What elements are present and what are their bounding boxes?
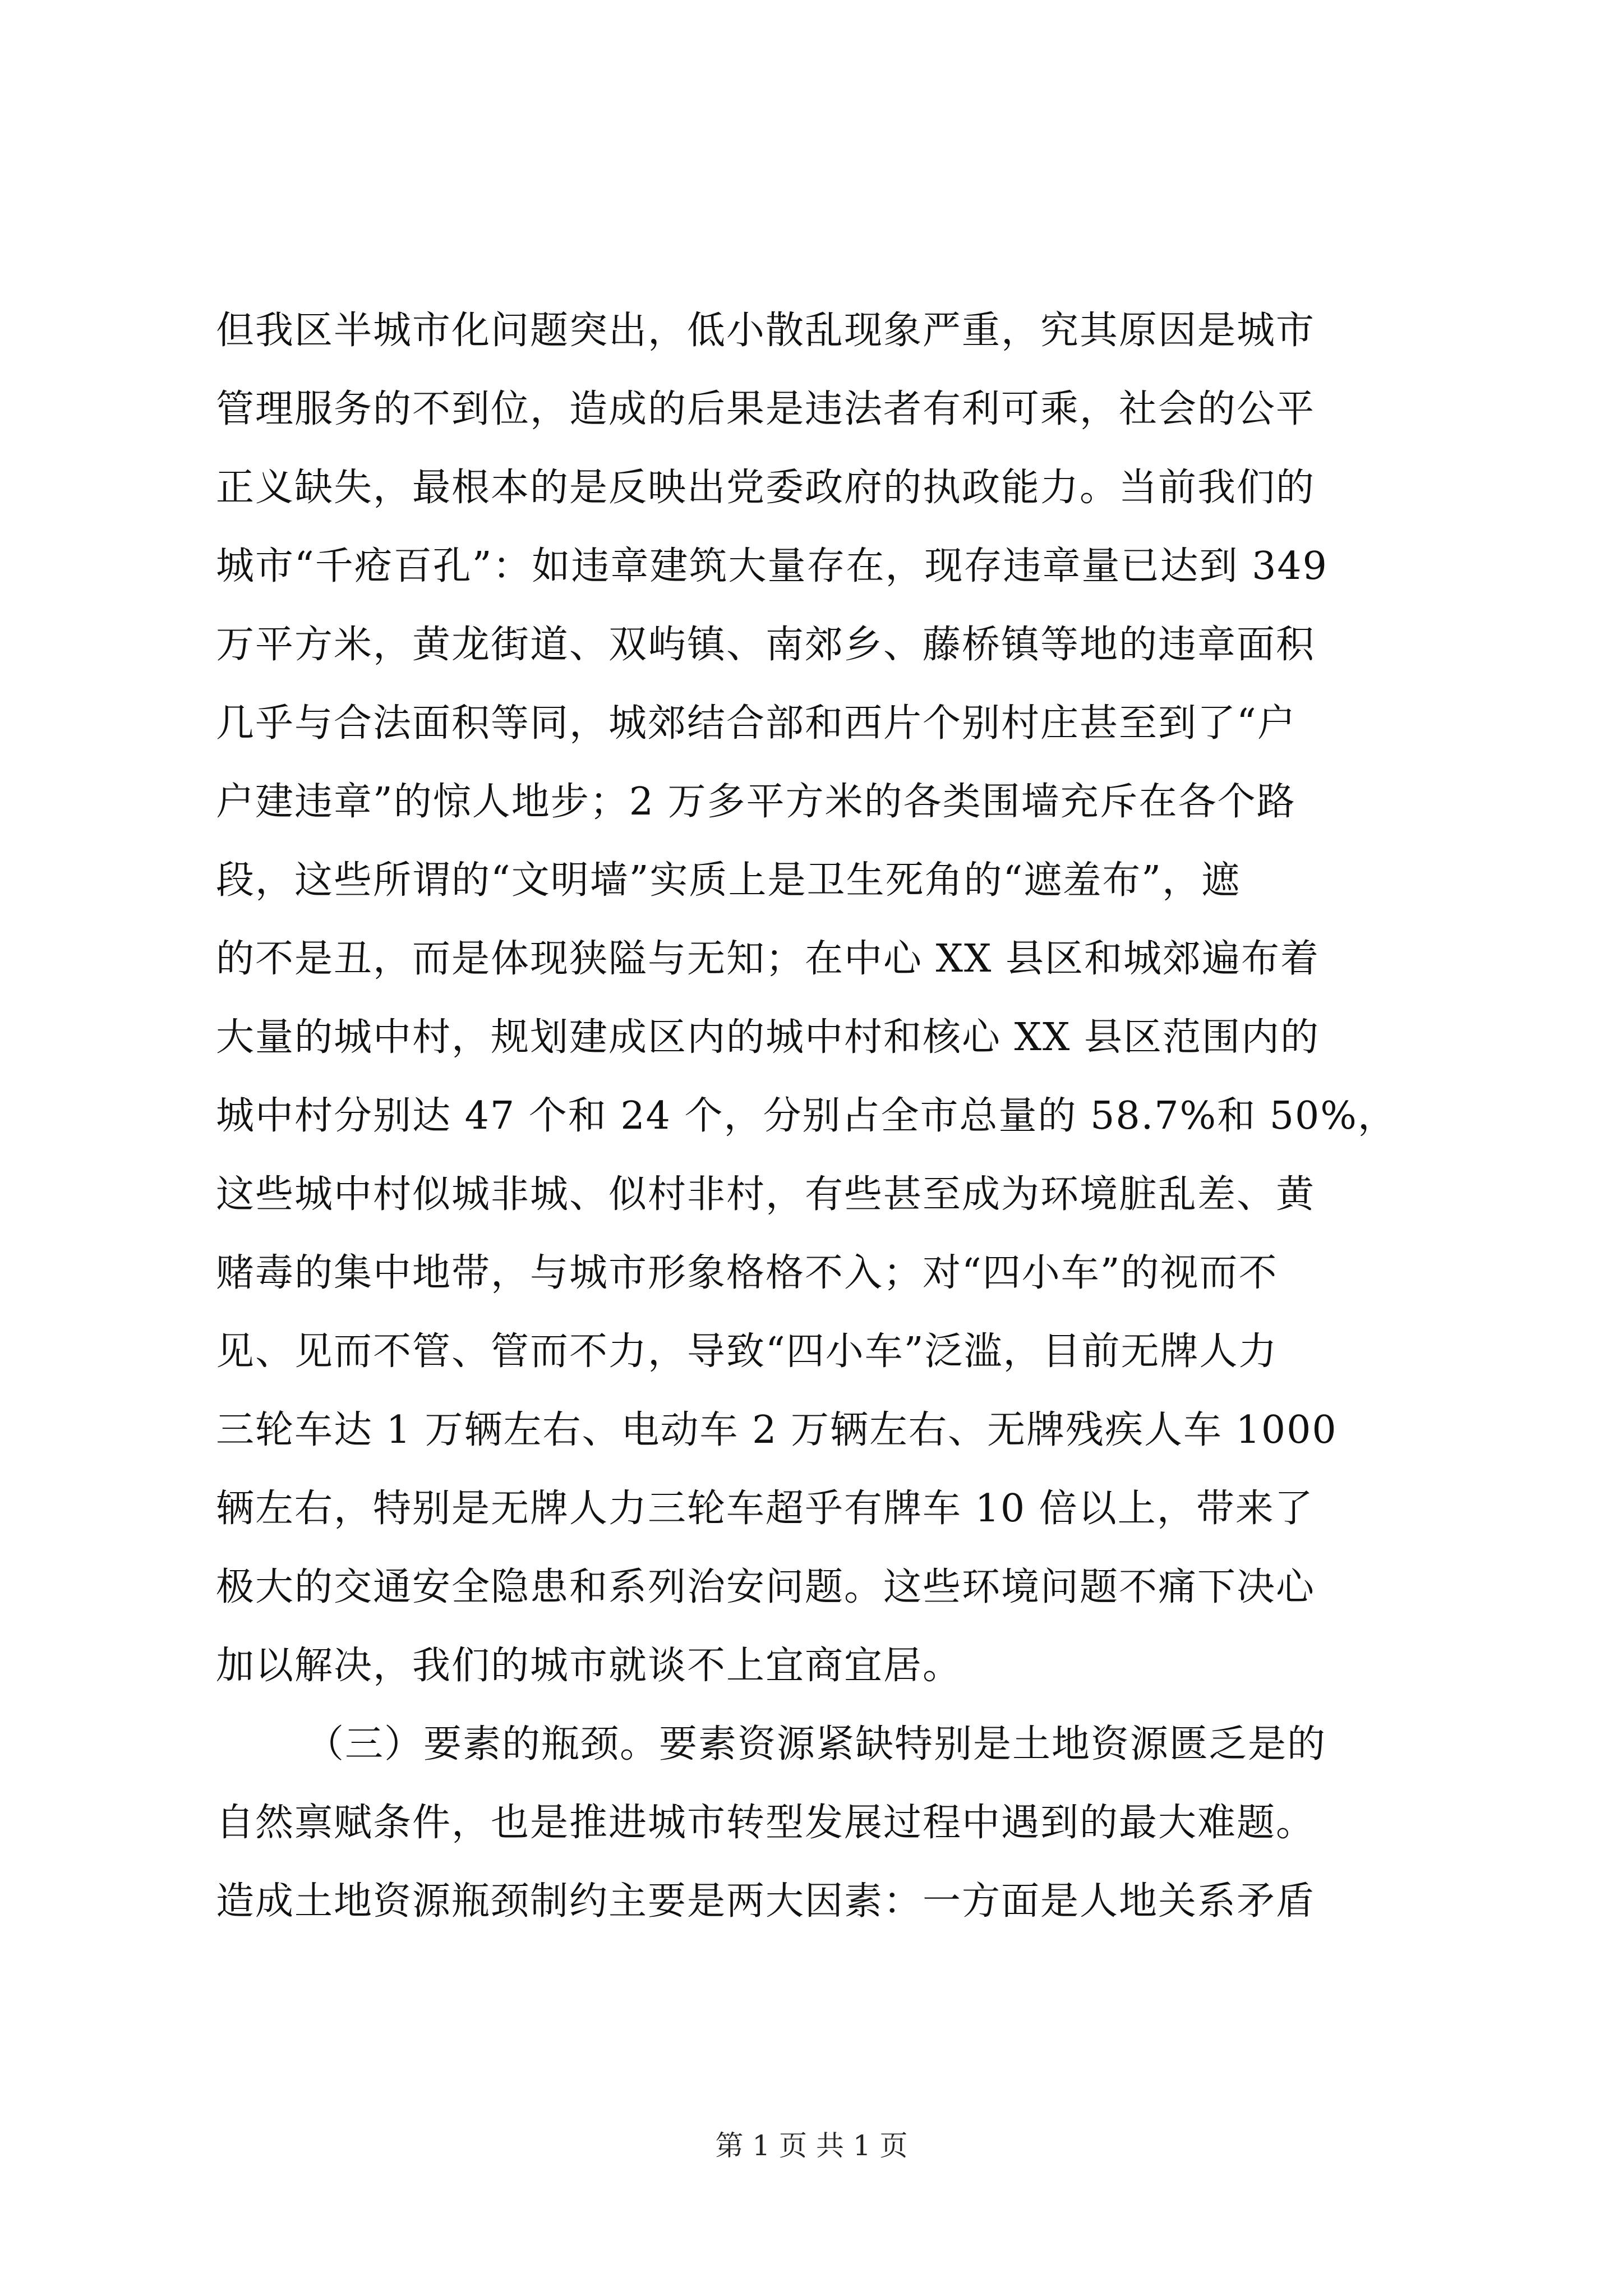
text-line: 加以解决，我们的城市就谈不上宜商宜居。 [216, 1644, 962, 1688]
text-line: 这些城中村似城非城、似村非村，有些甚至成为环境脏乱差、黄 [216, 1172, 1316, 1217]
text-line: 户建违章”的惊人地步；2 万多平方米的各类围墙充斥在各个路 [216, 780, 1296, 824]
text-line: 万平方米，黄龙街道、双屿镇、南郊乡、藤桥镇等地的违章面积 [216, 623, 1316, 667]
text-line: 几乎与合法面积等同，城郊结合部和西片个别村庄甚至到了“户 [216, 701, 1297, 746]
text-line: 管理服务的不到位，造成的后果是违法者有利可乘，社会的公平 [216, 387, 1316, 431]
page-footer: 第 1 页 共 1 页 [715, 2129, 908, 2162]
text-line: 城市“千疮百孔”：如违章建筑大量存在，现存违章量已达到 349 [216, 544, 1328, 588]
text-line: 大量的城中村，规划建成区内的城中村和核心 XX 县区范围内的 [216, 1015, 1320, 1060]
text-line: 段，这些所谓的“文明墙”实质上是卫生死角的“遮羞布”，遮 [216, 858, 1241, 903]
text-line: 辆左右，特别是无牌人力三轮车超乎有牌车 10 倍以上，带来了 [216, 1487, 1314, 1531]
section-heading-line: （三）要素的瓶颈。要素资源紧缺特别是土地资源匮乏是的 [306, 1722, 1327, 1766]
text-line: 的不是丑，而是体现狭隘与无知；在中心 XX 县区和城郊遍布着 [216, 937, 1320, 981]
text-line: 但我区半城市化问题突出，低小散乱现象严重，究其原因是城市 [216, 309, 1316, 353]
text-line: 自然禀赋条件，也是推进城市转型发展过程中遇到的最大难题。 [216, 1801, 1316, 1845]
body-text [216, 292, 1410, 1941]
text-line: 极大的交通安全隐患和系列治安问题。这些环境问题不痛下决心 [216, 1565, 1316, 1609]
text-line: 城中村分别达 47 个和 24 个，分别占全市总量的 58.7%和 50%， [216, 1094, 1397, 1138]
text-line: 造成土地资源瓶颈制约主要是两大因素：一方面是人地关系矛盾 [216, 1879, 1316, 1924]
text-line: 三轮车达 1 万辆左右、电动车 2 万辆左右、无牌残疾人车 1000 [216, 1408, 1338, 1452]
text-line: 赌毒的集中地带，与城市形象格格不入；对“四小车”的视而不 [216, 1251, 1278, 1295]
text-line: 正义缺失，最根本的是反映出党委政府的执政能力。当前我们的 [216, 466, 1316, 510]
text-line: 见、见而不管、管而不力，导致“四小车”泛滥，目前无牌人力 [216, 1329, 1278, 1374]
